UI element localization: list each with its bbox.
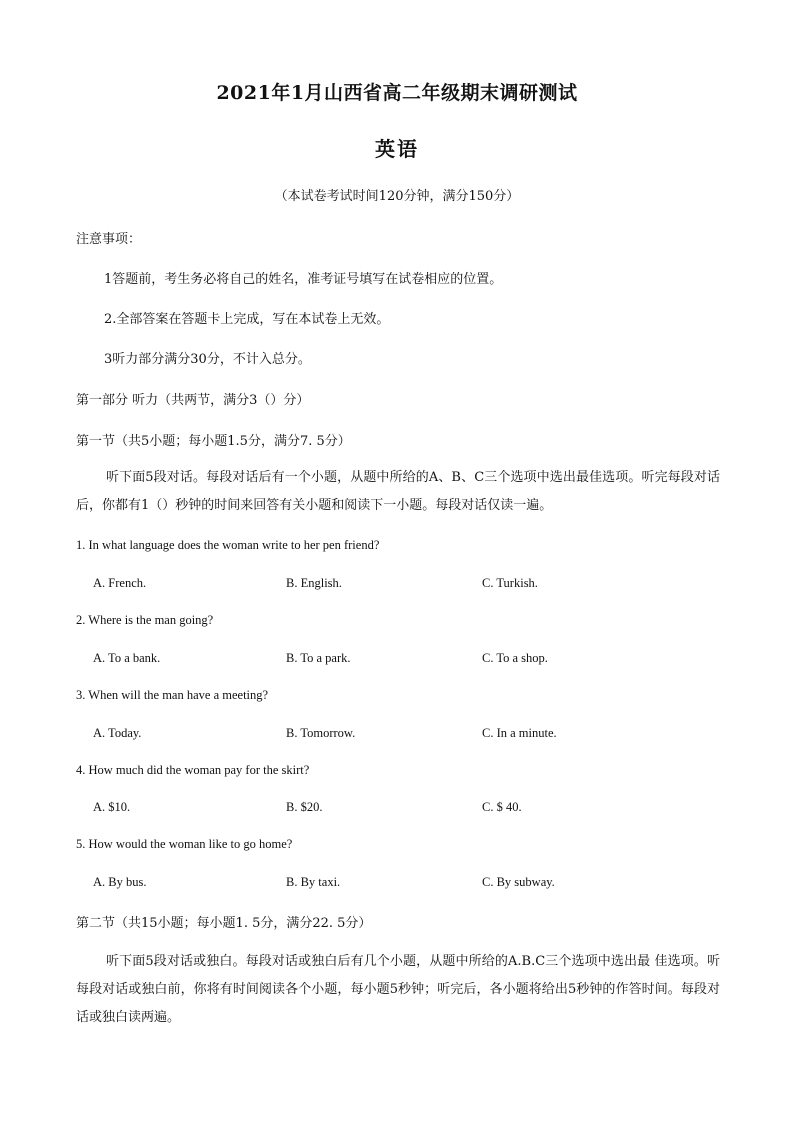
question-2-option-a: A. To a bank.	[93, 651, 161, 665]
question-2-stem: 2. Where is the man going?	[76, 613, 214, 627]
question-1-option-c: C. Turkish.	[482, 576, 538, 590]
question-3-option-c: C. In a minute.	[482, 726, 557, 740]
exam-info: （本试卷考试时间120分钟，满分150分）	[274, 189, 520, 204]
question-1-stem: 1. In what language does the woman write to her pen friend?	[76, 538, 380, 552]
question-3-stem: 3. When will the man have a meeting?	[76, 688, 269, 702]
section2-heading: 第二节（共15小题；每小题1. 5分，满分22. 5分）	[76, 916, 372, 931]
note-item-1: 1答题前，考生务必将自己的姓名，准考证号填写在试卷相应的位置。	[104, 272, 503, 287]
question-4-option-a: A. $10.	[93, 800, 131, 814]
note-item-3: 3听力部分满分30分，不计入总分。	[104, 352, 311, 367]
section1-heading: 第一节（共5小题；每小题1.5分，满分7. 5分）	[76, 434, 351, 449]
question-4-option-b: B. $20.	[286, 800, 323, 814]
question-4-option-c: C. $ 40.	[482, 800, 522, 814]
question-2-option-b: B. To a park.	[286, 651, 351, 665]
part1-heading: 第一部分 听力（共两节，满分3（）分）	[76, 393, 310, 408]
question-5-option-a: A. By bus.	[93, 875, 147, 889]
section2-instructions: 听下面5段对话或独白。每段对话或独白后有几个小题，从题中所给的A.B.C三个选项中选出最 佳选项。听每段对话或独白前，你将有时间阅读各个小题，每小题5秒钟；听完后，各小题将给出5秒钟的作答时间。每段对话或独白读两遍。	[76, 954, 720, 1025]
question-3-option-b: B. Tomorrow.	[286, 726, 356, 740]
notes-heading: 注意事项：	[76, 232, 142, 247]
exam-title: 2021年1月山西省高二年级期末调研测试	[216, 82, 578, 104]
question-5-stem: 5. How would the woman like to go home?	[76, 837, 293, 851]
question-5-option-b: B. By taxi.	[286, 875, 341, 889]
question-1-option-a: A. French.	[93, 576, 147, 590]
question-2-option-c: C. To a shop.	[482, 651, 548, 665]
question-5-option-c: C. By subway.	[482, 875, 555, 889]
question-4-stem: 4. How much did the woman pay for the skirt?	[76, 763, 310, 777]
subject-title: 英语	[375, 137, 419, 161]
note-item-2: 2.全部答案在答题卡上完成，写在本试卷上无效。	[104, 312, 390, 327]
question-1-option-b: B. English.	[286, 576, 342, 590]
section1-instructions: 听下面5段对话。每段对话后有一个小题，从题中所给的A、B、C三个选项中选出最佳选项。听完每段对话后，你都有1（）秒钟的时间来回答有关小题和阅读下一小题。每段对话仅读一遍。	[76, 470, 720, 513]
question-3-option-a: A. Today.	[93, 726, 142, 740]
